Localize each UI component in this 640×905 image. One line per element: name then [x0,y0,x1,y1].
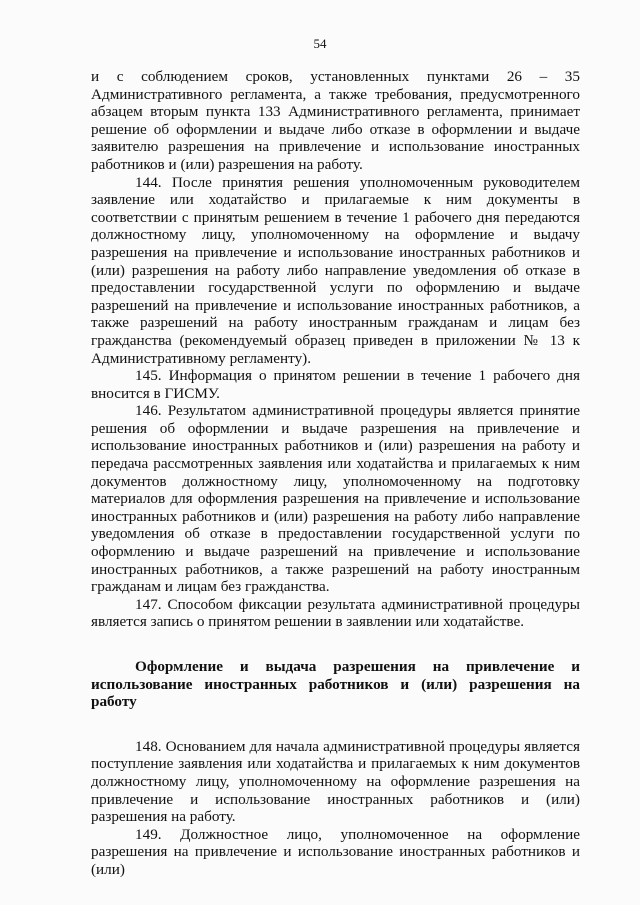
paragraph-149: 149. Должностное лицо, уполномоченное на оформление разрешения на привлечение и использование иностранных работников и (или) [91,825,580,878]
section-heading: Оформление и выдача разрешения на привлечение и использование иностранных работников и (или) разрешения на работу [91,658,580,711]
paragraph-147: 147. Способом фиксации результата административной процедуры является запись о принятом решении в заявлении или ходатайстве. [91,595,580,631]
paragraph-146: 146. Результатом административной процедуры является принятие решения об оформлении и выдаче разрешения на привлечение и использование иностранных работников и (или) разрешения на работу и передача рассмотренных заявления или ходатайства и прилагаемых к ним документов должностному лицу, уполномоченному на подготовку материалов для оформления разрешения на привлечение и использование иностранных работников и (или) разрешения на работу либо направление уведомления об отказе в предоставлении государственной услуги по оформлению и выдаче разрешений на привлечение и использование иностранных работников, а также разрешений на работу иностранным гражданам и лицам без гражданства. [91,402,580,596]
paragraph-148: 148. Основанием для начала административной процедуры является поступление заявления или ходатайства и прилагаемых к ним документов должностному лицу, уполномоченному на оформление разрешения на привлечение и использование иностранных работников и (или) разрешения на работу. [91,737,580,826]
paragraph-144: 144. После принятия решения уполномоченным руководителем заявление или ходатайство и прилагаемые к ним документы в соответствии с принятым решением в течение 1 рабочего дня передаются должностному лицу, уполномоченному на оформление и выдачу разрешения на привлечение и использование иностранных работников и (или) разрешения на работу либо направление уведомления об отказе в предоставлении государственной услуги по оформлению и выдаче разрешений на привлечение и использование иностранных работников, а также разрешений на работу иностранным гражданам и лицам без гражданства (рекомендуемый образец приведен в приложении № 13 к Административному регламенту). [91,173,580,367]
paragraph-145: 145. Информация о принятом решении в течение 1 рабочего дня вносится в ГИСМУ. [91,367,580,402]
page-number: 54 [313,36,327,51]
document-body [91,68,580,879]
paragraph-continuation: и с соблюдением сроков, установленных пунктами 26 – 35 Административного регламента, а также требования, предусмотренного абзацем вторым пункта 133 Административного регламента, принимает решение об оформлении и выдаче либо отказе в оформлении и выдаче заявителю разрешения на привлечение и использование иностранных работников и (или) разрешения на работу. [91,68,580,173]
